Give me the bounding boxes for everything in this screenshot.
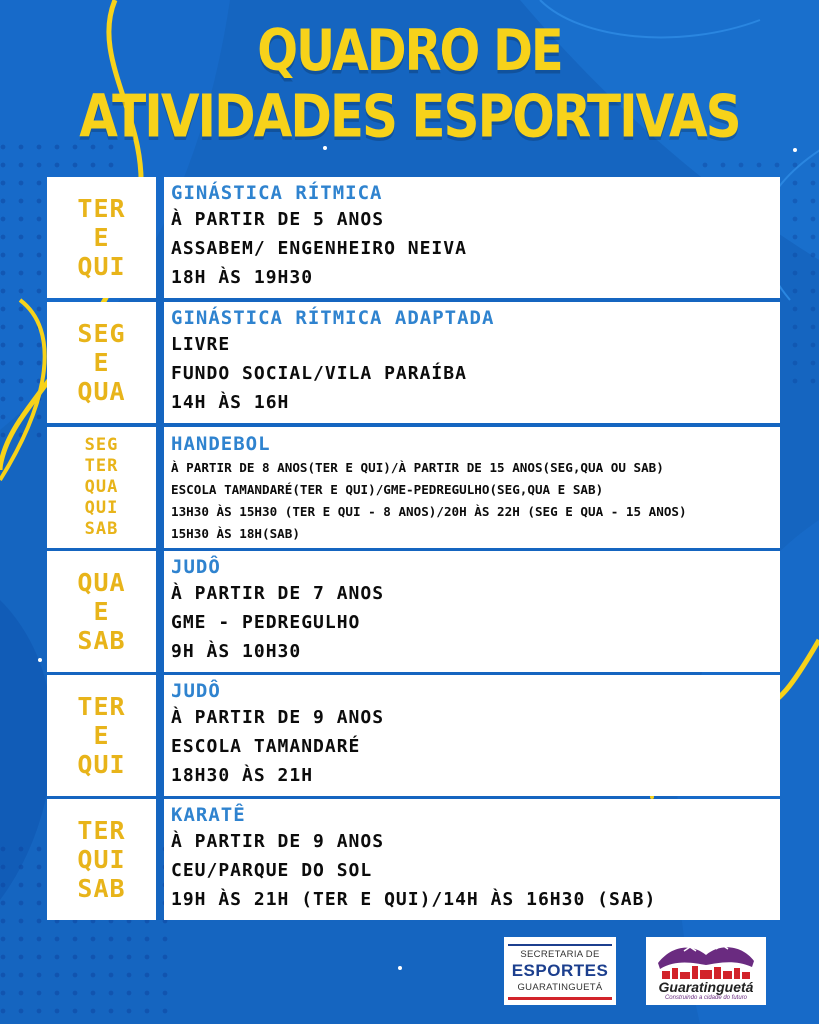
age-range: À PARTIR DE 5 ANOS [171, 209, 385, 230]
days-cell [47, 177, 156, 298]
logo-line-2: ESPORTES [511, 961, 609, 980]
days-cell [47, 551, 156, 672]
time: 18H30 ÀS 21H [171, 765, 314, 786]
age-range: À PARTIR DE 7 ANOS [171, 583, 385, 604]
day-label: QUI [77, 750, 126, 779]
location: ESCOLA TAMANDARÉ(TER E QUI)/GME-PEDREGULHO(SEG,QUA E SAB) [171, 482, 604, 497]
logo-rule [508, 944, 612, 946]
activity-name: JUDÔ [171, 556, 221, 578]
time: 14H ÀS 16H [171, 392, 290, 413]
title-line-2: ATIVIDADES ESPORTIVAS [79, 82, 740, 151]
logo-line-1: SECRETARIA DE [520, 949, 600, 960]
age-range: À PARTIR DE 8 ANOS(TER E QUI)/À PARTIR DE 15 ANOS(SEG,QUA OU SAB) [171, 460, 664, 475]
city-tagline: Construindo a cidade do futuro [664, 995, 748, 1001]
info-cell [164, 177, 780, 298]
location: ASSABEM/ ENGENHEIRO NEIVA [171, 238, 467, 259]
info-cell [164, 799, 780, 920]
days-cell [47, 675, 156, 796]
days-cell [47, 302, 156, 423]
location: CEU/PARQUE DO SOL [171, 860, 373, 881]
day-label: SAB [77, 626, 126, 655]
info-cell [164, 551, 780, 672]
day-label: QUI [84, 498, 119, 518]
schedule-row [47, 799, 780, 920]
guaratingueta-logo [646, 937, 766, 1005]
time: 18H ÀS 19H30 [171, 267, 314, 288]
logo-rule [508, 997, 612, 1000]
day-label: TER [84, 456, 119, 476]
day-label: E [93, 223, 110, 252]
info-cell [164, 675, 780, 796]
city-name: Guaratinguetá [658, 979, 754, 995]
time: 13H30 ÀS 15H30 (TER E QUI - 8 ANOS)/20H ÀS 22H (SEG E QUA - 15 ANOS) [171, 504, 687, 519]
location: FUNDO SOCIAL/VILA PARAÍBA [171, 363, 467, 384]
location: ESCOLA TAMANDARÉ [171, 736, 361, 757]
day-label: SAB [77, 874, 126, 903]
day-label: E [93, 597, 110, 626]
time: 15H30 ÀS 18H(SAB) [171, 526, 300, 541]
logo-line-3: GUARATINGUETÁ [517, 982, 603, 993]
time: 9H ÀS 10H30 [171, 641, 302, 662]
time: 19H ÀS 21H (TER E QUI)/14H ÀS 16H30 (SAB) [171, 889, 657, 910]
city-skyline-icon [654, 941, 758, 981]
schedule-row [47, 302, 780, 423]
day-label: E [93, 721, 110, 750]
schedule-row [47, 675, 780, 796]
activity-name: GINÁSTICA RÍTMICA [171, 182, 383, 204]
day-label: TER [77, 194, 126, 223]
activity-name: JUDÔ [171, 680, 221, 702]
day-label: QUA [77, 377, 126, 406]
day-label: QUA [84, 477, 119, 497]
day-label: SEG [77, 319, 126, 348]
day-label: QUI [77, 252, 126, 281]
title-line-1: QUADRO DE [257, 18, 562, 85]
age-range: LIVRE [171, 334, 231, 355]
secretaria-esportes-logo [504, 937, 616, 1005]
activity-name: KARATÊ [171, 804, 246, 826]
days-cell [47, 427, 156, 548]
day-label: QUA [77, 568, 126, 597]
days-cell [47, 799, 156, 920]
day-label: TER [77, 692, 126, 721]
activity-name: GINÁSTICA RÍTMICA ADAPTADA [171, 307, 495, 329]
day-label: QUI [77, 845, 126, 874]
location: GME - PEDREGULHO [171, 612, 361, 633]
schedule-row [47, 427, 780, 548]
activity-name: HANDEBOL [171, 433, 271, 455]
info-cell [164, 302, 780, 423]
info-cell [164, 427, 780, 548]
schedule-row [47, 551, 780, 672]
schedule-row [47, 177, 780, 298]
age-range: À PARTIR DE 9 ANOS [171, 707, 385, 728]
day-label: SEG [84, 435, 119, 455]
age-range: À PARTIR DE 9 ANOS [171, 831, 385, 852]
day-label: SAB [84, 519, 119, 539]
day-label: E [93, 348, 110, 377]
day-label: TER [77, 816, 126, 845]
